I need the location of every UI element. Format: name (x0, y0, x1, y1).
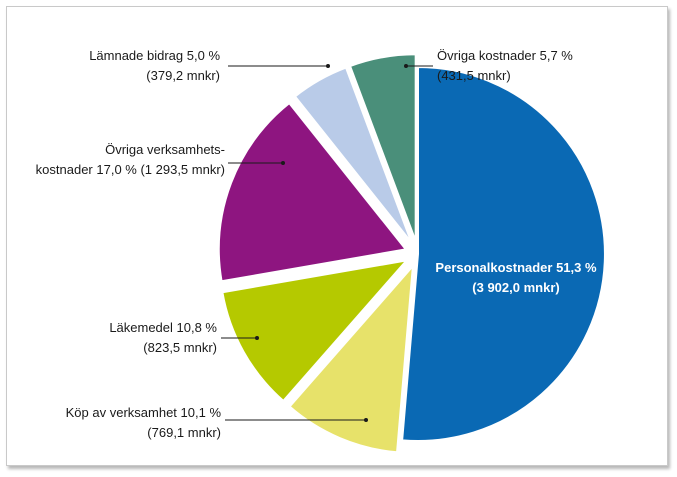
pie-slices (219, 54, 605, 452)
label-bidrag-line1: Lämnade bidrag 5,0 % (89, 48, 220, 63)
label-lakemedel-line1: Läkemedel 10,8 % (109, 320, 217, 335)
label-personal-line2: (3 902,0 mnkr) (472, 280, 560, 295)
leader-dot-ovriga-verksamhet (281, 161, 285, 165)
pie-slice-personalkostnader (402, 67, 605, 441)
label-ovriga-kostnader-line2: (431,5 mnkr) (437, 68, 511, 83)
leader-dot-ovriga-kostnader (404, 64, 408, 68)
label-bidrag-line2: (379,2 mnkr) (146, 68, 220, 83)
leader-dot-bidrag (326, 64, 330, 68)
label-lakemedel-line2: (823,5 mnkr) (143, 340, 217, 355)
label-personal-line1: Personalkostnader 51,3 % (435, 260, 597, 275)
leader-dot-kop (364, 418, 368, 422)
label-ovriga-verksamhet-line2: kostnader 17,0 % (1 293,5 mnkr) (35, 162, 225, 177)
label-ovriga-kostnader-line1: Övriga kostnader 5,7 % (437, 48, 573, 63)
label-ovriga-verksamhet-line1: Övriga verksamhets- (105, 142, 225, 157)
leader-dot-lakemedel (255, 336, 259, 340)
label-kop-line2: (769,1 mnkr) (147, 425, 221, 440)
label-kop-line1: Köp av verksamhet 10,1 % (65, 405, 221, 420)
